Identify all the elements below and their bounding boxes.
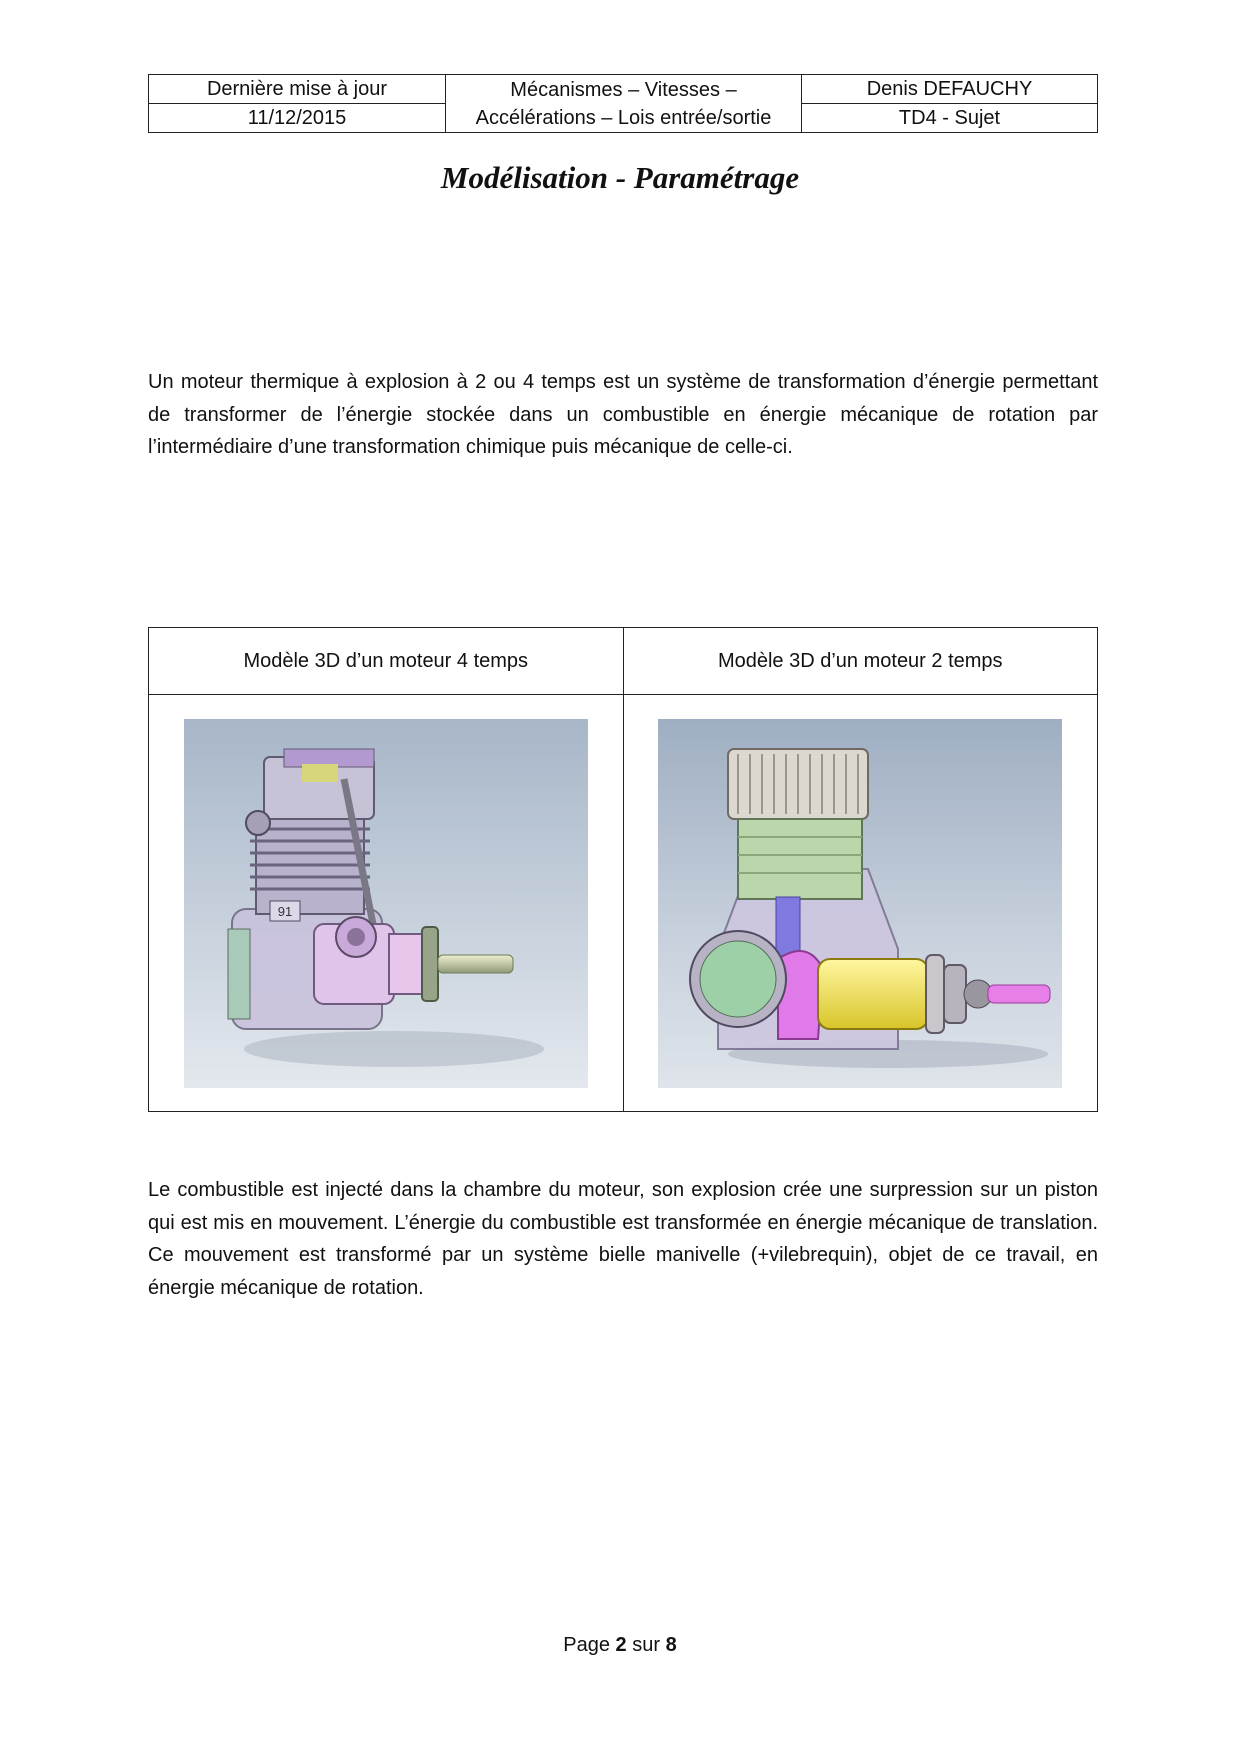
right-image-cell xyxy=(623,695,1098,1112)
total-pages: 8 xyxy=(665,1634,677,1656)
engine-marking: 91 xyxy=(277,903,292,919)
subject-cell xyxy=(446,75,802,133)
page-footer xyxy=(0,1634,1240,1657)
intro-paragraph: Un moteur thermique à explosion à 2 ou 4 temps est un système de transformation d’énergie permettant de transformer de l’énergie stockée dans un combustible en énergie mécanique de rotation par l’intermédiaire d’une transformation chimique puis mécanique de celle-ci. xyxy=(148,371,1098,458)
author-name: Denis DEFAUCHY xyxy=(802,75,1098,104)
document-id: TD4 - Sujet xyxy=(802,104,1098,133)
body-paragraph: Le combustible est injecté dans la chambre du moteur, son explosion crée une surpression sur un piston qui est mis en mouvement. L’énergie du combustible est transformée en énergie mécanique de translation. Ce mouvement est transformé par un système bielle manivelle (+vilebrequin), objet de ce travail, en énergie mécanique de rotation. xyxy=(148,1179,1098,1299)
subject-line-2: Accélérations – Lois entrée/sortie xyxy=(475,106,772,129)
two-stroke-engine-image xyxy=(658,719,1062,1088)
header-table xyxy=(148,74,1098,133)
right-caption: Modèle 3D d’un moteur 2 temps xyxy=(623,628,1098,695)
footer-middle: sur xyxy=(632,1634,661,1656)
update-label: Dernière mise à jour xyxy=(149,75,446,104)
footer-prefix: Page xyxy=(563,1634,610,1656)
subject-line-1: Mécanismes – Vitesses – xyxy=(510,78,737,101)
page-title: Modélisation - Paramétrage xyxy=(440,160,800,195)
left-caption: Modèle 3D d’un moteur 4 temps xyxy=(149,628,624,695)
left-image-cell xyxy=(149,695,624,1112)
current-page: 2 xyxy=(615,1634,627,1656)
update-date: 11/12/2015 xyxy=(149,104,446,133)
four-stroke-engine-image xyxy=(184,719,588,1088)
engine-figure-table xyxy=(148,627,1098,1112)
